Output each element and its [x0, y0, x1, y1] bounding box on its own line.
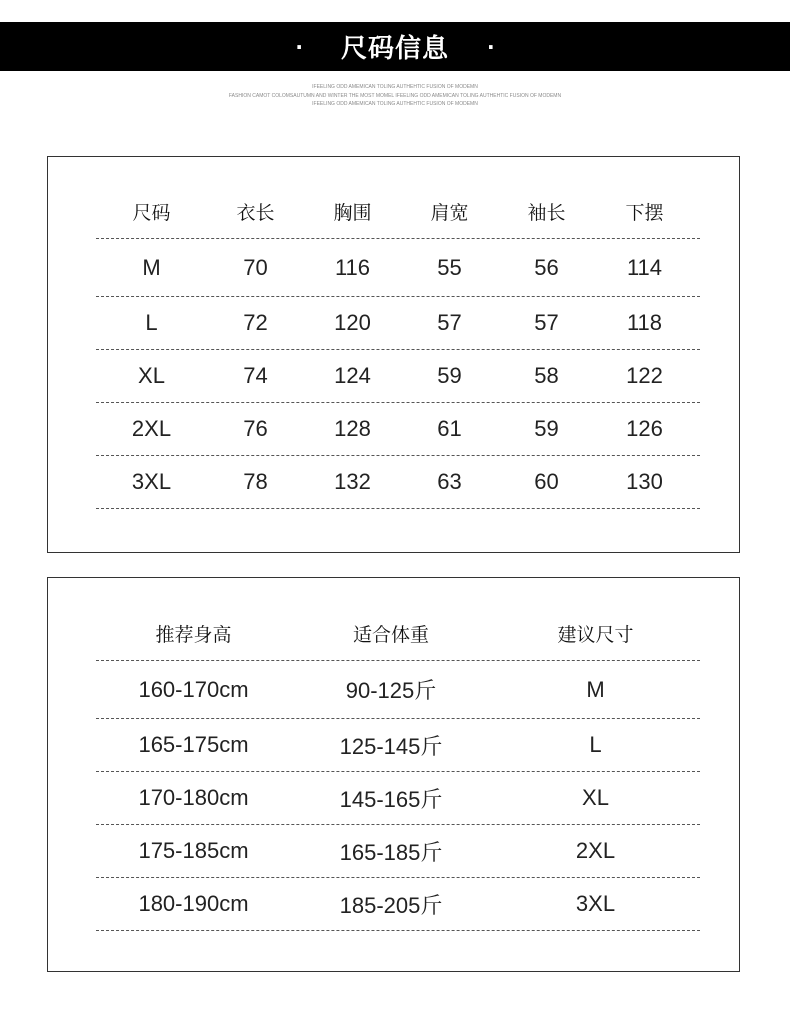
header-cell-height: 推荐身高: [155, 623, 232, 646]
table-cell: 72: [243, 310, 268, 335]
table-cell: 126: [626, 416, 663, 441]
table-cell: 78: [243, 469, 268, 494]
table-row: [96, 719, 700, 772]
table-cell: XL: [582, 785, 609, 810]
table-cell: 3XL: [575, 891, 616, 916]
table-row: [96, 297, 700, 350]
size-chart-header-row: [96, 185, 700, 239]
table-cell: 114: [626, 254, 663, 280]
table-cell: 170-180cm: [138, 785, 249, 810]
header-cell-weight: 适合体重: [352, 623, 429, 646]
recommendation-table: [96, 606, 700, 931]
size-chart-table: [96, 185, 700, 509]
table-cell: 60: [534, 469, 559, 494]
table-cell: 61: [437, 416, 462, 441]
table-cell: 90-125斤: [345, 678, 437, 703]
table-cell: 2XL: [131, 416, 172, 441]
table-cell: 74: [243, 363, 268, 388]
table-row: [96, 239, 700, 297]
table-cell: 180-190cm: [138, 891, 249, 916]
table-cell: L: [589, 732, 602, 757]
table-cell: L: [145, 310, 158, 335]
header-cell-length: 衣长: [236, 202, 275, 224]
header-cell-hem: 下摆: [625, 202, 664, 224]
table-cell: 56: [534, 254, 559, 280]
table-cell: 125-145斤: [339, 733, 443, 759]
header-bar: [0, 22, 790, 71]
table-cell: 3XL: [131, 469, 172, 494]
table-row: [96, 456, 700, 509]
table-cell: 59: [534, 416, 559, 441]
subtext-line-3: IFEELING ODD AMEMICAN TOLING AUTHEHTIC FUSION OF MODEMN: [312, 101, 478, 107]
size-chart-panel: [47, 156, 740, 553]
subtext-line-2: FASHION CAMOT COLOMSAUTUMN AND WINTER THE MOST MOMEL IFEELING ODD AMEMICAN TOLING AUTHEHTIC FUSION OF MODEMN: [228, 93, 562, 99]
table-row: [96, 661, 700, 719]
table-cell: 160-170cm: [138, 676, 249, 702]
header-cell-recommended-size: 建议尺寸: [557, 623, 634, 646]
page-title: 尺码信息: [340, 34, 449, 64]
header-cell-shoulder: 肩宽: [430, 202, 469, 224]
table-cell: 76: [243, 416, 268, 441]
table-cell: 55: [437, 254, 462, 280]
table-row: [96, 825, 700, 878]
table-cell: 128: [334, 416, 371, 441]
table-row: [96, 350, 700, 403]
table-row: [96, 878, 700, 931]
header-dot-right: ·: [487, 34, 495, 59]
table-cell: 70: [243, 254, 268, 280]
header-cell-sleeve: 袖长: [527, 202, 566, 224]
table-cell: 63: [437, 469, 462, 494]
table-cell: 122: [626, 363, 663, 388]
header-dot-left: ·: [295, 34, 303, 59]
table-cell: 165-185斤: [339, 839, 443, 865]
table-cell: 57: [534, 310, 559, 335]
table-cell: 57: [437, 310, 462, 335]
table-cell: 132: [334, 469, 371, 494]
table-cell: 58: [534, 363, 559, 388]
table-cell: 116: [334, 254, 371, 280]
table-cell: 165-175cm: [138, 732, 249, 757]
table-cell: 120: [334, 310, 371, 335]
table-cell: M: [142, 254, 161, 280]
table-cell: 124: [334, 363, 371, 388]
table-cell: XL: [138, 363, 165, 388]
subtext-line-1: IFEELING ODD AMEMICAN TOLING AUTHEHTIC FUSION OF MODEMN: [312, 84, 478, 90]
table-cell: 2XL: [575, 838, 616, 863]
table-cell: 185-205斤: [339, 892, 443, 918]
table-cell: 59: [437, 363, 462, 388]
table-cell: 130: [626, 469, 663, 494]
recommendation-header-row: [96, 606, 700, 661]
header-cell-size: 尺码: [132, 202, 171, 224]
header-cell-chest: 胸围: [333, 202, 372, 224]
table-cell: M: [586, 676, 605, 702]
table-cell: 175-185cm: [138, 838, 249, 863]
table-cell: 145-165斤: [339, 786, 443, 812]
recommendation-panel: [47, 577, 740, 972]
table-cell: 118: [626, 310, 663, 335]
table-row: [96, 772, 700, 825]
table-row: [96, 403, 700, 456]
